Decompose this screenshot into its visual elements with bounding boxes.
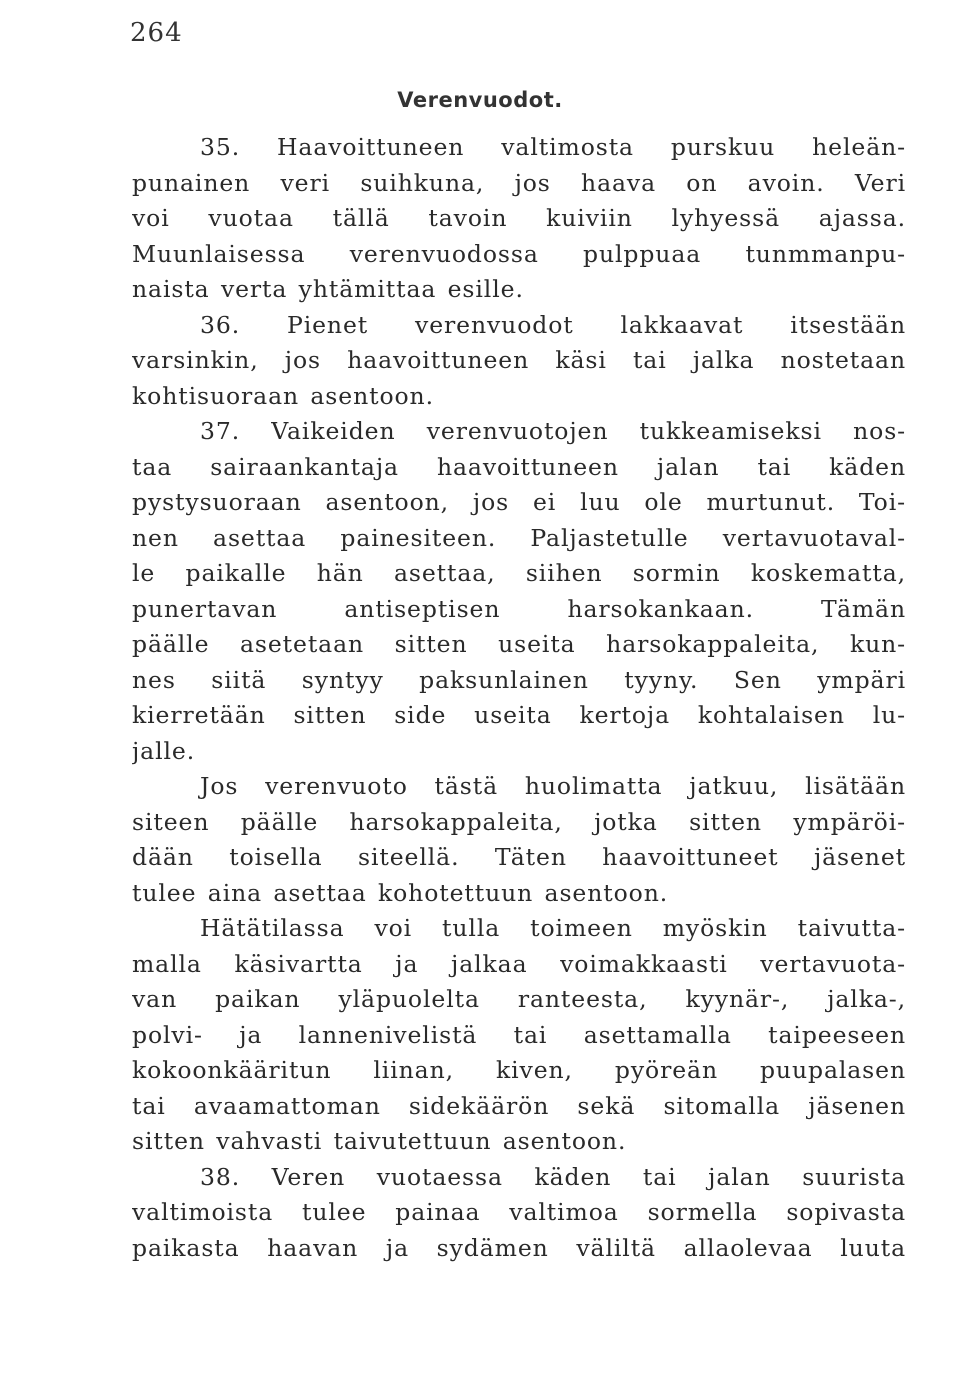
text-line: le paikalle hän asettaa, siihen sormin koskematta, xyxy=(132,559,906,587)
text-line: päälle asetetaan sitten useita harsokappaleita, kun- xyxy=(132,630,906,658)
text-line: siteen päälle harsokappaleita, jotka sitten ympäröi- xyxy=(132,807,906,836)
text-line: 36. Pienet verenvuodot lakkaavat itsestään xyxy=(200,310,906,339)
text-line: dään toisella siteellä. Täten haavoittuneet jäsenet xyxy=(132,843,906,871)
text-line: kokoonkääritun liinan, kiven, pyöreän puupalasen xyxy=(132,1056,906,1084)
text-line: kohtisuoraan asentoon. xyxy=(132,381,434,410)
page-number: 264 xyxy=(130,18,183,48)
text-line: jalle. xyxy=(132,736,196,765)
text-line: nen asettaa painesiteen. Paljastetulle vertavuotaval- xyxy=(132,523,906,552)
text-line: tulee aina asettaa kohotettuun asentoon. xyxy=(132,878,669,907)
text-line: punertavan antiseptisen harsokankaan. Tämän xyxy=(132,594,906,623)
text-line: paikasta haavan ja sydämen väliltä allaolevaa luuta xyxy=(132,1233,906,1262)
text-line: Hätätilassa voi tulla toimeen myöskin taivutta- xyxy=(200,914,906,942)
text-line: Muunlaisessa verenvuodossa pulppuaa tunmmanpu- xyxy=(132,239,906,268)
text-line: 37. Vaikeiden verenvuotojen tukkeamiseksi nos- xyxy=(200,417,906,445)
text-line: 35. Haavoittuneen valtimosta purskuu heleän- xyxy=(200,133,906,161)
text-line: Jos verenvuoto tästä huolimatta jatkuu, lisätään xyxy=(200,772,906,800)
running-head: Verenvuodot. xyxy=(397,88,563,112)
text-line: van paikan yläpuolelta ranteesta, kyynär-, jalka-, xyxy=(132,985,906,1013)
text-line: polvi- ja lannenivelistä tai asettamalla taipeeseen xyxy=(132,1020,906,1049)
text-line: nes siitä syntyy paksunlainen tyyny. Sen ympäri xyxy=(132,665,906,694)
text-line: taa sairaankantaja haavoittuneen jalan tai käden xyxy=(132,452,906,481)
text-line: naista verta yhtämittaa esille. xyxy=(132,275,524,303)
text-line: punainen veri suihkuna, jos haava on avoin. Veri xyxy=(132,168,906,197)
text-line: sitten vahvasti taivutettuun asentoon. xyxy=(132,1127,627,1155)
text-line: malla käsivartta ja jalkaa voimakkaasti vertavuota- xyxy=(132,949,906,978)
text-line: pystysuoraan asentoon, jos ei luu ole murtunut. Toi- xyxy=(132,488,906,516)
text-line: voi vuotaa tällä tavoin kuiviin lyhyessä ajassa. xyxy=(132,204,906,232)
text-line: valtimoista tulee painaa valtimoa sormella sopivasta xyxy=(132,1198,906,1226)
text-line: kierretään sitten side useita kertoja kohtalaisen lu- xyxy=(132,701,906,729)
text-line: 38. Veren vuotaessa käden tai jalan suurista xyxy=(200,1162,906,1191)
body-text xyxy=(132,130,906,1266)
text-line: varsinkin, jos haavoittuneen käsi tai jalka nostetaan xyxy=(132,346,906,374)
text-line: tai avaamattoman sidekäärön sekä sitomalla jäsenen xyxy=(132,1091,906,1120)
